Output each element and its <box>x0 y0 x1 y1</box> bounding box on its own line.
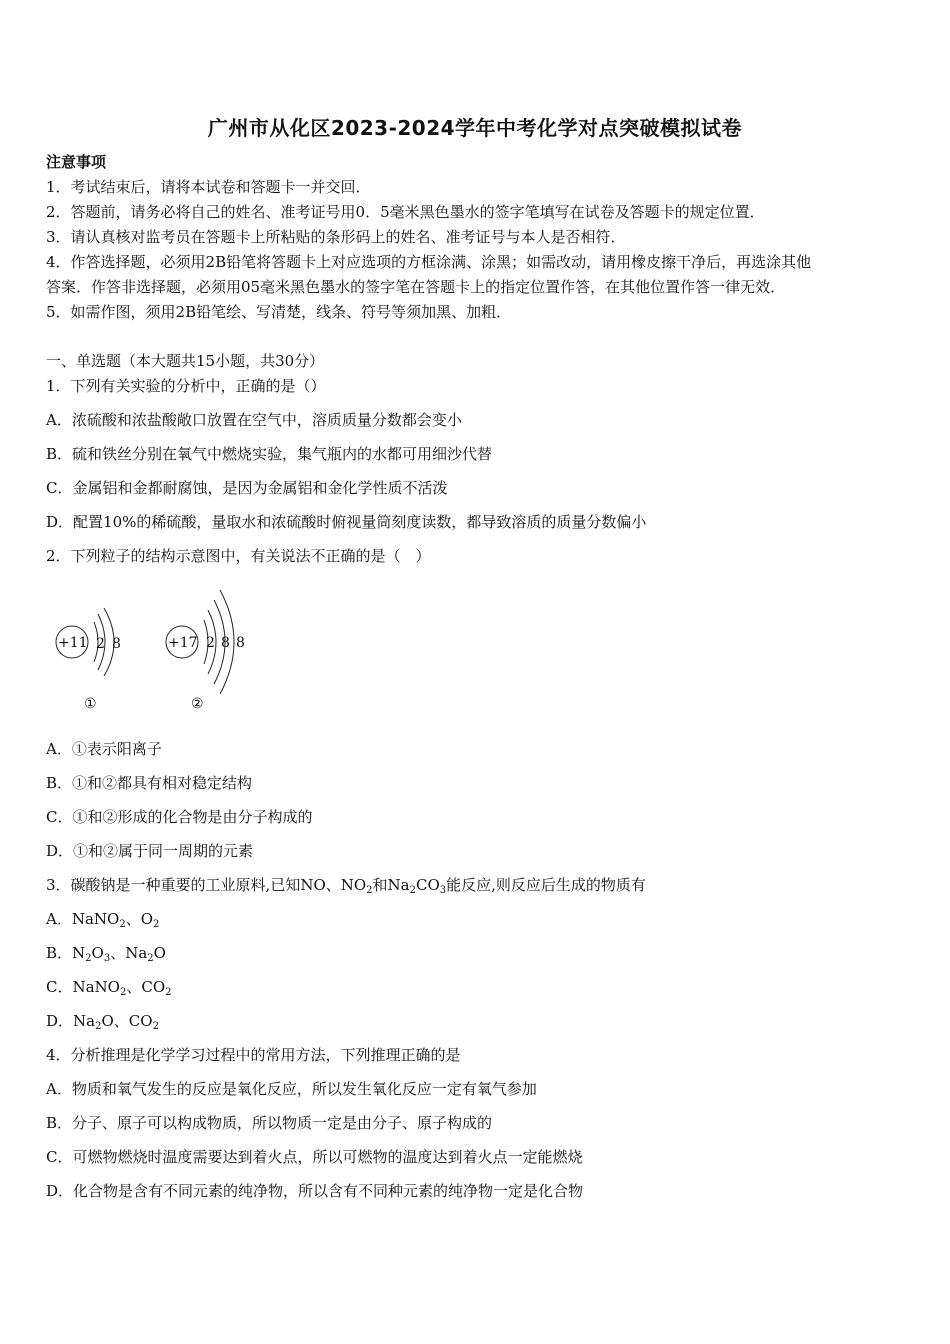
note-item: 1．考试结束后，请将本试卷和答题卡一并交回． <box>46 178 371 196</box>
q1-option-d: D．配置10%的稀硫酸，量取水和浓硫酸时俯视量筒刻度读数，都导致溶质的质量分数偏小 <box>46 513 647 531</box>
note-item: 2．答题前，请务必将自己的姓名、准考证号用0．5毫米黑色墨水的签字笔填写在试卷及答题卡的规定位置． <box>46 203 765 221</box>
notes-heading: 注意事项 <box>46 153 107 171</box>
atom2-shell3-count: 8 <box>236 635 245 651</box>
q1-option-b: B．硫和铁丝分别在氧气中燃烧实验，集气瓶内的水都可用细沙代替 <box>46 445 493 463</box>
atom1-shell1-count: 2 <box>96 636 105 652</box>
q3-option-d: D．$Na_2O$、$CO_2$ <box>46 1012 159 1032</box>
atom2-shell1-count: 2 <box>206 635 215 651</box>
q3-stem: 3．碳酸钠是一种重要的工业原料,已知NO、$NO_2$和$Na_2CO_3$能反应,则反应后生成的物质有 <box>46 876 646 896</box>
q4-option-c: C．可燃物燃烧时温度需要达到着火点，所以可燃物的温度达到着火点一定能燃烧 <box>46 1148 583 1166</box>
atom1-shell2-count: 8 <box>112 636 121 652</box>
note-item: 5．如需作图，须用2B铅笔绘、写清楚，线条、符号等须加黑、加粗． <box>46 303 512 321</box>
q3-option-b: B．$N_2O_3$、$Na_2O$ <box>46 944 166 964</box>
q2-option-d: D．①和②属于同一周期的元素 <box>46 842 254 860</box>
q2-option-b: B．①和②都具有相对稳定结构 <box>46 774 253 792</box>
note-item: 4．作答选择题，必须用2B铅笔将答题卡上对应选项的方框涂满、涂黑；如需改动，请用橡皮擦干净后，再选涂其他 <box>46 253 812 271</box>
atom2-shell2-count: 8 <box>221 635 230 651</box>
q4-option-a: A．物质和氧气发生的反应是氧化反应，所以发生氧化反应一定有氧气参加 <box>46 1080 537 1098</box>
atom2-nucleus-label: +17 <box>168 635 198 651</box>
q1-stem: 1．下列有关实验的分析中，正确的是（） <box>46 377 326 395</box>
q4-option-b: B．分子、原子可以构成物质，所以物质一定是由分子、原子构成的 <box>46 1114 493 1132</box>
q2-stem: 2．下列粒子的结构示意图中，有关说法不正确的是（ ） <box>46 547 431 565</box>
q2-option-c: C．①和②形成的化合物是由分子构成的 <box>46 808 313 826</box>
q2-option-a: A．①表示阳离子 <box>46 740 162 758</box>
q3-option-a: A．NaNO$_2$、$O_2$ <box>46 910 160 930</box>
atom1-nucleus-label: +11 <box>58 635 88 651</box>
atom2-label: ② <box>191 696 204 712</box>
note-item: 答案．作答非选择题，必须用05毫米黑色墨水的签字笔在答题卡上的指定位置作答，在其他位置作答一律无效． <box>46 278 786 296</box>
q1-option-c: C．金属铝和金都耐腐蚀，是因为金属铝和金化学性质不活泼 <box>46 479 448 497</box>
note-item: 3．请认真核对监考员在答题卡上所粘贴的条形码上的姓名、准考证号与本人是否相符． <box>46 228 626 246</box>
q1-option-a: A．浓硫酸和浓盐酸敞口放置在空气中，溶质质量分数都会变小 <box>46 411 462 429</box>
atom1-label: ① <box>84 696 97 712</box>
q3-option-c: C．NaNO$_2$、$CO_2$ <box>46 978 172 998</box>
atomic-structure-diagram <box>40 580 270 720</box>
section-heading: 一、单选题（本大题共15小题，共30分） <box>46 352 325 370</box>
q4-option-d: D．化合物是含有不同元素的纯净物，所以含有不同种元素的纯净物一定是化合物 <box>46 1182 584 1200</box>
q4-stem: 4．分析推理是化学学习过程中的常用方法，下列推理正确的是 <box>46 1046 461 1064</box>
page-title: 广州市从化区2023-2024学年中考化学对点突破模拟试卷 <box>207 116 743 140</box>
